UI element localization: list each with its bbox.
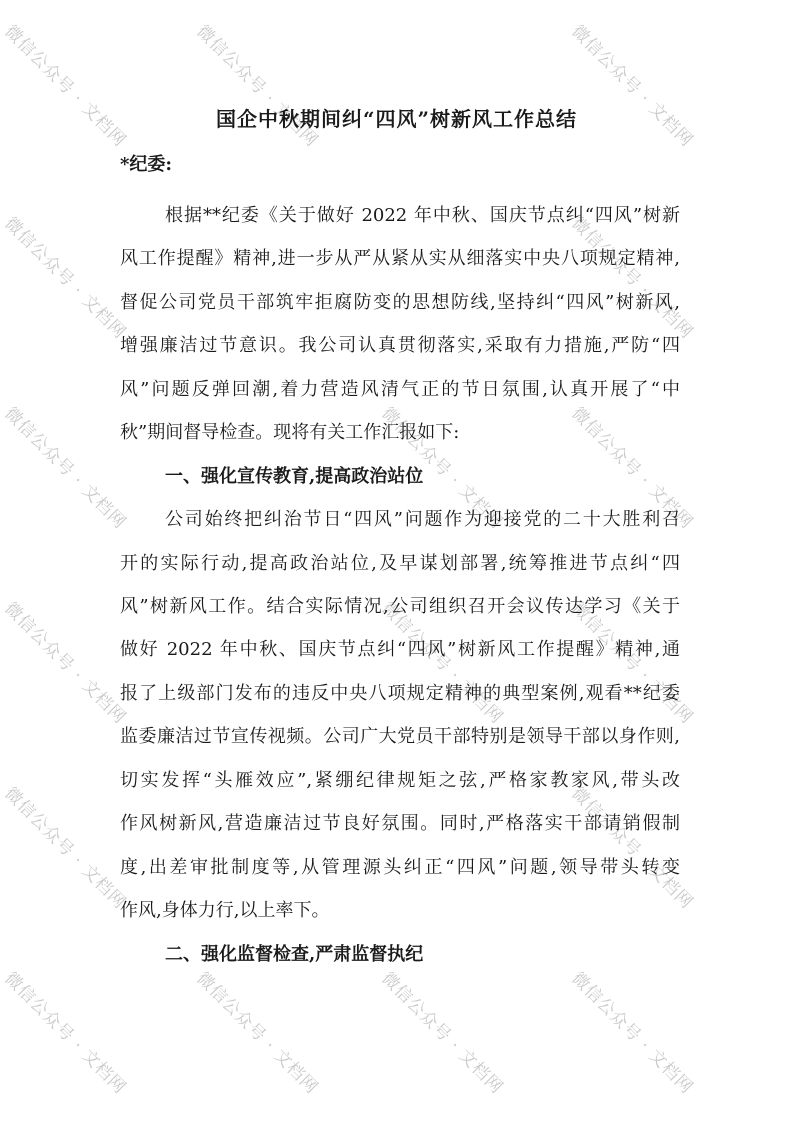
section-heading-2: 二、强化监督检查,严肃监督执纪 — [165, 944, 424, 965]
paragraph-1-line: 风工作提醒》精神,进一步从严从紧从实从细落实中央八项规定精神, — [120, 248, 680, 269]
watermark-text: 微信公众号 · 文档网 — [0, 783, 130, 914]
watermark-text: 微信公众号 · 文档网 — [0, 598, 130, 729]
watermark-text: 微信公众号 · 文档网 — [567, 598, 697, 729]
paragraph-2-line: 作风树新风,营造廉洁过节良好氛围。同时,严格落实干部请销假制 — [120, 813, 680, 834]
paragraph-2-line: 度,出差审批制度等,从管理源头纠正“四风”问题,领导带头转变 — [120, 857, 680, 878]
watermark-text: 微信公众号 · 文档网 — [192, 968, 322, 1099]
watermark-text: 微信公众号 · 文档网 — [377, 403, 507, 534]
paragraph-1-line: 督促公司党员干部筑牢拒腐防变的思想防线,坚持纠“四风”树新风, — [120, 292, 680, 313]
paragraph-2-line: 做好 2022 年中秋、国庆节点纠“四风”树新风工作提醒》精神,通 — [120, 639, 680, 660]
paragraph-2-line: 风”树新风工作。结合实际情况,公司组织召开会议传达学习《关于 — [120, 596, 680, 617]
paragraph-2-line: 切实发挥“头雁效应”,紧绷纪律规矩之弦,严格家教家风,带头改 — [120, 770, 680, 791]
paragraph-1-line: 根据**纪委《关于做好 2022 年中秋、国庆节点纠“四风”树新 — [165, 205, 680, 226]
paragraph-1-line: 秋”期间督导检查。现将有关工作汇报如下: — [120, 422, 460, 443]
watermark-text: 微信公众号 · 文档网 — [567, 213, 697, 344]
watermark-text: 微信公众号 · 文档网 — [0, 213, 130, 344]
paragraph-1-line: 风”问题反弹回潮,着力营造风清气正的节日氛围,认真开展了“中 — [120, 379, 680, 400]
watermark-text: 微信公众号 · 文档网 — [0, 968, 130, 1099]
paragraph-2-line: 开的实际行动,提高政治站位,及早谋划部署,统筹推进节点纠“四 — [120, 553, 680, 574]
watermark-text: 微信公众号 · 文档网 — [0, 21, 130, 152]
watermark-text: 微信公众号 · 文档网 — [567, 403, 697, 534]
paragraph-2-line: 作风,身体力行,以上率下。 — [120, 900, 330, 921]
document-title: 国企中秋期间纠“四风”树新风工作总结 — [215, 107, 577, 131]
watermark-text: 微信公众号 · 文档网 — [567, 968, 697, 1099]
watermark-text: 微信公众号 · 文档网 — [192, 21, 322, 152]
paragraph-2-line: 公司始终把纠治节日“四风”问题作为迎接党的二十大胜利召 — [165, 509, 680, 530]
watermark-text: 微信公众号 · 文档网 — [377, 598, 507, 729]
watermark-text: 微信公众号 · 文档网 — [377, 968, 507, 1099]
paragraph-2-line: 报了上级部门发布的违反中央八项规定精神的典型案例,观看**纪委 — [120, 683, 680, 704]
paragraph-1-line: 增强廉洁过节意识。我公司认真贯彻落实,采取有力措施,严防“四 — [120, 335, 680, 356]
watermark-text: 微信公众号 · 文档网 — [567, 21, 697, 152]
watermark-text: 微信公众号 · 文档网 — [0, 403, 130, 534]
salutation: *纪委: — [120, 154, 173, 175]
section-heading-1: 一、强化宣传教育,提高政治站位 — [165, 466, 424, 487]
watermark-text: 微信公众号 · 文档网 — [567, 783, 697, 914]
paragraph-2-line: 监委廉洁过节宣传视频。公司广大党员干部特别是领导干部以身作则, — [120, 726, 680, 747]
